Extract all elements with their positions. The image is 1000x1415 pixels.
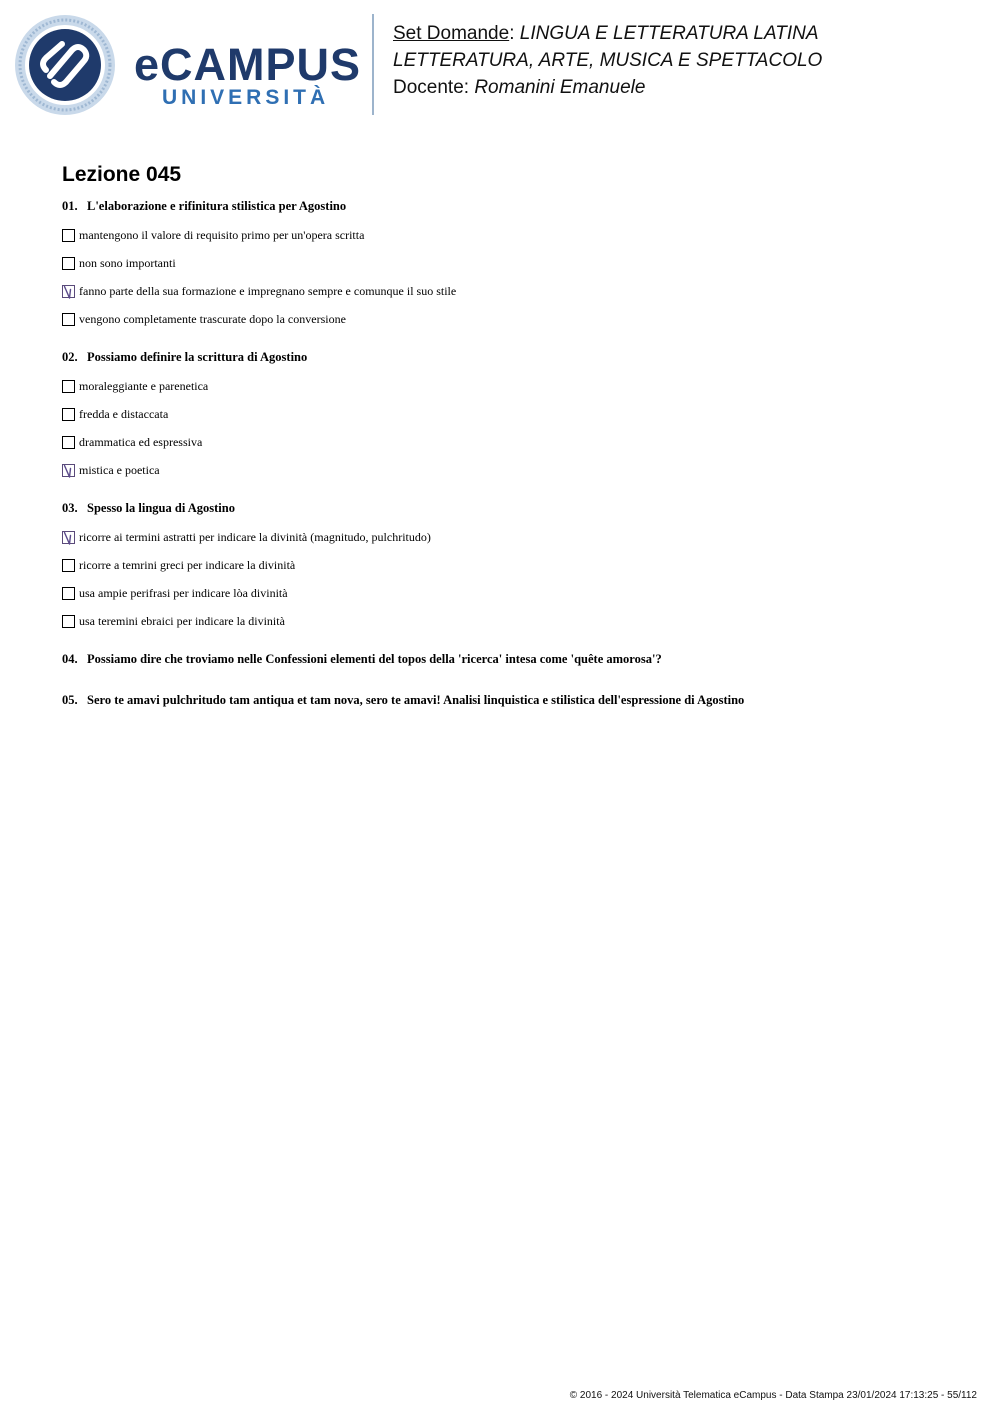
answer-list [62, 372, 962, 484]
set-separator: : [509, 23, 515, 44]
question-number: 03. [62, 501, 78, 515]
question-01 [62, 197, 962, 333]
answer-checkbox[interactable] [62, 464, 75, 477]
question-text [62, 650, 962, 668]
answer-option[interactable] [62, 551, 962, 579]
answer-checkbox[interactable] [62, 380, 75, 393]
question-number: 04. [62, 652, 78, 666]
answer-checkbox[interactable] [62, 615, 75, 628]
check-mark-icon [62, 464, 77, 479]
answer-checkbox[interactable] [62, 559, 75, 572]
question-label: Sero te amavi pulchritudo tam antiqua et tam nova, sero te amavi! Analisi linquistica e stilistica dell'espressione di Agostino [87, 693, 745, 707]
question-05 [62, 691, 962, 709]
answer-text: fredda e distaccata [79, 407, 169, 421]
answer-text: non sono importanti [79, 256, 176, 270]
check-mark-icon [62, 285, 77, 300]
answer-option[interactable] [62, 579, 962, 607]
question-text [62, 691, 962, 709]
question-label: Possiamo dire che troviamo nelle Confessioni elementi del topos della 'ricerca' intesa come 'quête amorosa'? [87, 652, 662, 666]
answer-checkbox[interactable] [62, 257, 75, 270]
answer-checkbox[interactable] [62, 285, 75, 298]
answer-option[interactable] [62, 428, 962, 456]
question-04 [62, 650, 962, 668]
course-header [393, 20, 983, 101]
answer-option[interactable] [62, 607, 962, 635]
question-02 [62, 348, 962, 484]
question-label: Spesso la lingua di Agostino [87, 501, 235, 515]
check-mark-icon [62, 531, 77, 546]
answer-option[interactable] [62, 221, 962, 249]
teacher-name: Romanini Emanuele [474, 77, 646, 98]
answer-text: moraleggiante e parenetica [79, 379, 209, 393]
answer-text: usa ampie perifrasi per indicare lòa divinità [79, 586, 288, 600]
header-divider [372, 14, 374, 115]
answer-option[interactable] [62, 249, 962, 277]
teacher-line [393, 74, 983, 101]
answer-text: ricorre ai termini astratti per indicare la divinità (magnitudo, pulchritudo) [79, 530, 431, 544]
set-label: Set Domande [393, 23, 510, 44]
answer-text: ricorre a temrini greci per indicare la divinità [79, 558, 296, 572]
lesson-title: Lezione 045 [62, 163, 182, 186]
answer-text: vengono completamente trascurate dopo la conversione [79, 312, 346, 326]
answer-option[interactable] [62, 277, 962, 305]
answer-text: mantengono il valore di requisito primo per un'opera scritta [79, 228, 365, 242]
question-number: 05. [62, 693, 78, 707]
course-name-line1: LINGUA E LETTERATURA LATINA [519, 23, 819, 44]
question-03 [62, 499, 962, 635]
question-label: Possiamo definire la scrittura di Agostino [87, 350, 308, 364]
answer-checkbox[interactable] [62, 408, 75, 421]
answer-checkbox[interactable] [62, 436, 75, 449]
answer-text: usa teremini ebraici per indicare la divinità [79, 614, 285, 628]
ecampus-seal-logo [14, 14, 116, 116]
answer-checkbox[interactable] [62, 587, 75, 600]
question-text [62, 348, 962, 366]
answer-option[interactable] [62, 372, 962, 400]
question-label: L'elaborazione e rifinitura stilistica per Agostino [87, 199, 347, 213]
answer-option[interactable] [62, 400, 962, 428]
answer-checkbox[interactable] [62, 229, 75, 242]
question-text [62, 499, 962, 517]
answer-option[interactable] [62, 305, 962, 333]
answer-text: drammatica ed espressiva [79, 435, 203, 449]
question-text [62, 197, 962, 215]
logo-sub-text: UNIVERSITÀ [162, 86, 330, 109]
answer-text: mistica e poetica [79, 463, 160, 477]
question-number: 01. [62, 199, 78, 213]
question-number: 02. [62, 350, 78, 364]
ecampus-wordmark [134, 39, 362, 112]
course-line-1 [393, 20, 983, 47]
answer-list [62, 523, 962, 635]
answer-checkbox[interactable] [62, 313, 75, 326]
answer-list [62, 221, 962, 333]
course-name-line2: LETTERATURA, ARTE, MUSICA E SPETTACOLO [393, 50, 823, 71]
answer-text: fanno parte della sua formazione e impregnano sempre e comunque il suo stile [79, 284, 457, 298]
teacher-label: Docente: [393, 77, 470, 98]
answer-checkbox[interactable] [62, 531, 75, 544]
page-footer: © 2016 - 2024 Università Telematica eCampus - Data Stampa 23/01/2024 17:13:25 - 55/112 [569, 1390, 977, 1401]
logo-brand-text: eCAMPUS [134, 39, 362, 90]
answer-option[interactable] [62, 456, 962, 484]
course-line-2 [393, 47, 983, 74]
answer-option[interactable] [62, 523, 962, 551]
